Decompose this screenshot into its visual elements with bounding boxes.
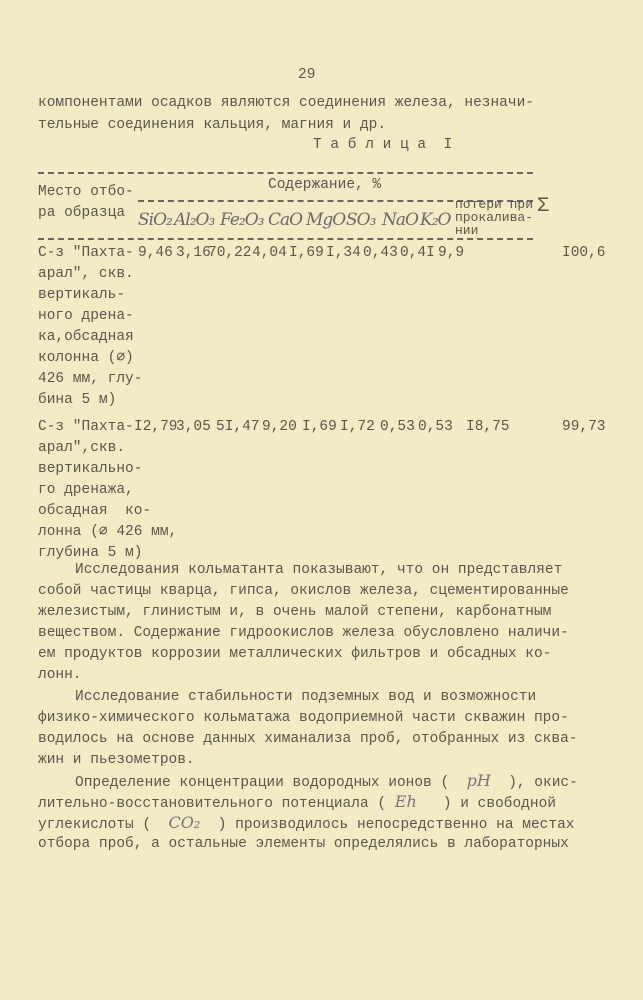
value-al2o3: 3,05 [176, 419, 211, 435]
value-so3: I,72 [340, 419, 375, 435]
formula-eh: Eh [394, 792, 417, 811]
value-cao: 9,20 [262, 419, 297, 435]
text-line: физико-химического кольматажа водоприемной части скважин про- [38, 710, 569, 726]
place-line: лонна (∅ 426 мм, [38, 524, 178, 540]
value-al2o3: 3,16 [176, 245, 211, 261]
place-line: бина 5 м) [38, 392, 117, 408]
text-line [75, 772, 578, 792]
text: углекислоты ( [38, 817, 152, 833]
text: ) производилось непосредственно на местах [217, 817, 575, 833]
place-line: ка,обсадная [38, 329, 134, 345]
text-line: Исследования кольматанта показывают, что он представляет [75, 562, 563, 578]
text-line: ем продуктов коррозии металлических фильтров и обсадных ко- [38, 646, 552, 662]
text-line: водилось на основе данных химанализа проб, отобранных из сква- [38, 731, 578, 747]
value-mgo: I,69 [289, 245, 324, 261]
component-mgo: MgO [306, 210, 346, 230]
place-line: вертикально- [38, 461, 143, 477]
place-line: арал", скв. [38, 266, 134, 282]
text-line: собой частицы кварца, гипса, окислов железа, сцементированные [38, 583, 569, 599]
value-so3: I,34 [326, 245, 361, 261]
text-line: железистым, глинистым и, в очень малой степени, карбонатным [38, 604, 552, 620]
header-content: Содержание, % [268, 177, 382, 193]
value-cao: 4,04 [252, 245, 287, 261]
place-line: ного дрена- [38, 308, 134, 324]
component-so3: SO₃ [346, 210, 376, 230]
text-line [38, 814, 574, 834]
header-loss: прокалива- [455, 210, 534, 225]
header-place: ра образца [38, 205, 126, 221]
header-sum: Σ [537, 195, 550, 218]
value-sio2: 9,46 [138, 245, 173, 261]
place-line: го дренажа, [38, 482, 134, 498]
value-sum: I00,6 [562, 245, 606, 261]
place-line: 426 мм, глу- [38, 371, 143, 387]
text: ) и свободной [442, 796, 556, 812]
header-loss: нии [455, 223, 479, 238]
text-line: жин и пьезометров. [38, 752, 195, 768]
component-nao: NaO [382, 210, 418, 230]
value-sum: 99,73 [562, 419, 606, 435]
formula-ph: pH [466, 771, 491, 790]
value-nao: 0,53 [380, 419, 415, 435]
component-sio2: SiO₂ [138, 210, 172, 230]
place-line: обсадная ко- [38, 503, 152, 519]
text-line: Исследование стабильности подземных вод и возможности [75, 689, 537, 705]
text: Определение концентрации водородных ионов ( [75, 775, 450, 791]
value-nao: 0,43 [363, 245, 398, 261]
value-loss: I8,75 [466, 419, 510, 435]
place-line: С-з "Пахта- [38, 245, 134, 261]
value-fe2o3: 70,22 [208, 245, 252, 261]
place-line: вертикаль- [38, 287, 126, 303]
table-title: Т а б л и ц а I [313, 137, 453, 153]
component-al2o3: Al₂O₃ [174, 210, 215, 230]
intro-line: компонентами осадков являются соединения железа, незначи- [38, 95, 534, 111]
intro-line: тельные соединения кальция, магния и др. [38, 117, 387, 133]
place-line: С-з "Пахта- [38, 419, 134, 435]
header-place: Место отбо- [38, 184, 134, 200]
place-line: арал",скв. [38, 440, 126, 456]
value-k2o: 0,4I [400, 245, 435, 261]
text: лительно-восстановительного потенциала ( [38, 796, 387, 812]
page-number: 29 [298, 67, 316, 83]
place-line: глубина 5 м) [38, 545, 143, 561]
value-fe2o3: 5I,47 [216, 419, 260, 435]
text: ), окис- [508, 775, 578, 791]
text-line: лонн. [38, 667, 82, 683]
component-cao: CaO [268, 210, 303, 230]
text-line [38, 793, 556, 813]
value-loss: 9,9 [438, 245, 465, 261]
component-fe2o3: Fe₂O₃ [220, 210, 264, 230]
place-line: колонна (∅) [38, 350, 134, 366]
formula-co2: CO₂ [168, 813, 201, 832]
text-line: отбора проб, а остальные элементы определялись в лабораторных [38, 836, 569, 852]
value-mgo: I,69 [302, 419, 337, 435]
value-k2o: 0,53 [418, 419, 453, 435]
header-loss: потери при [455, 197, 534, 212]
value-sio2: I2,79 [134, 419, 178, 435]
text-line: веществом. Содержание гидроокислов железа обусловлено наличи- [38, 625, 569, 641]
table-top-rule [38, 172, 533, 174]
header-bottom-rule [38, 238, 533, 240]
component-k2o: K₂O [420, 210, 451, 230]
